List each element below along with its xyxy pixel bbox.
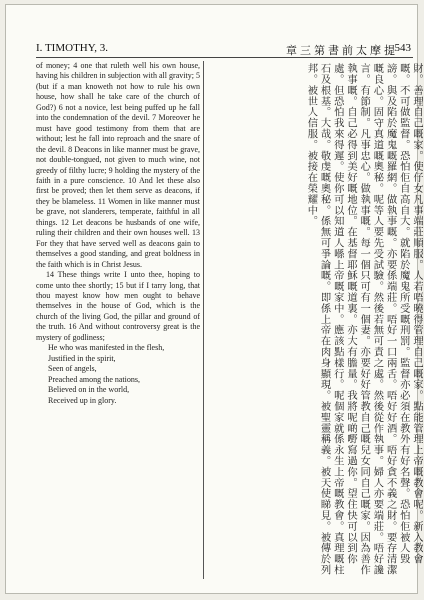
verse-line: Preached among the nations, bbox=[48, 374, 140, 384]
column-divider bbox=[203, 61, 204, 579]
verse-line: He who was manifested in the flesh, bbox=[48, 343, 165, 353]
chinese-text-column bbox=[207, 63, 423, 581]
page-number: 543 bbox=[394, 42, 411, 54]
verse-line: Believed on in the world, bbox=[48, 385, 130, 395]
verse-line: Received up in glory. bbox=[48, 395, 117, 405]
english-paragraph-2: 14 These things write I unto thee, hoping to come unto thee shortly; 15 but if I tarry long, that thou mayest know how men ought to behave themselves in the house of God, which is the church of the living God, the pillar and ground of the truth. 16 And without controversy great is the mystery of godliness; bbox=[36, 270, 200, 342]
header-chinese-title: 章三第書前太摩提 bbox=[286, 45, 398, 57]
english-text-column bbox=[36, 61, 200, 581]
book-page bbox=[5, 4, 423, 594]
english-verse-block bbox=[36, 343, 200, 406]
verse-line: Justified in the spirit, bbox=[48, 353, 116, 363]
running-header bbox=[36, 41, 413, 58]
verse-line: Seen of angels, bbox=[48, 364, 97, 374]
chinese-vertical-text bbox=[207, 63, 423, 581]
header-book-chapter: I. TIMOTHY, 3. bbox=[36, 42, 109, 54]
chinese-paragraph-1: 財。善理自己嘅家。使仔女凡事端莊順服。人若唔曉得管理自己嘅家。點能管理上帝嘅教會呢。新入教會嘅。不可做監督。恐怕佢自高自大。就陷於魔鬼所受嘅刑罰。監督亦必須在教外有好名聲。恐怕佢被人毀謗。與及陷於魔鬼嘅羅網。做執事嘅。亦要係端莊。唔好一口兩舌。唔好好酒。唔好貪不義之財。要存清潔嘅良心。固守真道嘅奧秘。呢等人要先受試驗。然後若無可責之處。然後從作執事。婦人亦要端莊。唔好讒言。有節制。凡事忠心。做執事嘅。每一個只可有一個妻。亦要好好管教自己嘅兒女同自己嘅家。因為善作執事嘅。自己必得到美好嘅地位。在基督耶穌嘅道裏。亦大有膽量。我將呢啲嘢寫過你。望住快可以到你處。但恐怕我來得遲。使你可以知道人喺上帝嘅家中。應該點樣行。呢個家就係永生上帝嘅教會。真理嘅柱石及根基。大哉。敬虔嘅奧秘。係無可爭論嘅。即係上帝在肉身顯現。被聖靈稱義。被天使睇見。被傳於列邦。被世人信服。被接在榮耀中。 bbox=[305, 63, 423, 576]
english-paragraph-1: of money; 4 one that ruleth well his own house, having his children in subjection with all gravity; 5 (but if a man knoweth not how to rule his own house, how shall he take care of the church of God?) 6 not a novice, lest being puffed up he fall into the condemnation of the devil. 7 Moreover he must have good testimony from them that are without; lest he fall into reproach and the snare of the devil. 8 Deacons in like manner must be grave, not double-tongued, not given to much wine, not greedy of filthy lucre; 9 holding the mystery of the faith in a pure conscience. 10 And let these also first be proved; then let them serve as deacons, if they be blameless. 11 Women in like manner must be grave, not slanderers, temperate, faithful in all things. 12 Let deacons be husbands of one wife, ruling their children and their own houses well. 13 For they that have served well as deacons gain to themselves a good standing, and great boldness in the faith which is in Christ Jesus. bbox=[36, 61, 200, 269]
